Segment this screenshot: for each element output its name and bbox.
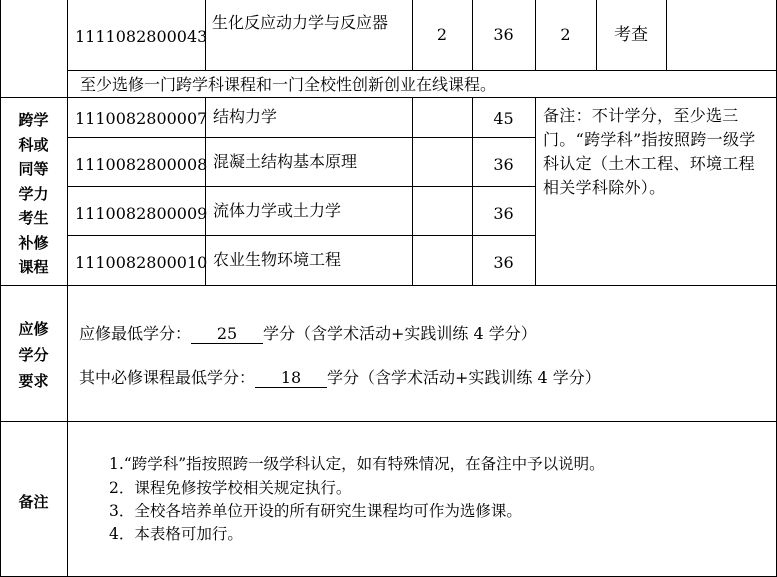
top-course-assessment: 考查	[614, 25, 648, 45]
min-credits-value: 25	[191, 325, 263, 344]
row-divider-3	[0, 285, 777, 286]
elective-note: 至少选修一门跨学科课程和一门全校性创新创业在线课程。	[80, 75, 497, 94]
notes-section-header: 备注	[18, 493, 49, 511]
makeup-course-name: 农业生物环境工程	[213, 250, 342, 269]
note-item: 3．全校各培养单位开设的所有研究生课程均可作为选修课。	[109, 502, 522, 520]
required-credits-suffix: 学分（含学术活动+实践训练 4 学分）	[327, 368, 601, 387]
makeup-course-code: 1110082800010	[75, 253, 208, 272]
makeup-course-hours: 45	[493, 109, 514, 128]
makeup-col-divider-4	[535, 97, 536, 285]
col-divider-7	[666, 0, 667, 70]
required-credits-line	[79, 367, 601, 389]
makeup-course-code: 1110082800008	[75, 155, 208, 174]
credits-section-header: 应修 学分 要求	[18, 320, 49, 390]
makeup-course-hours: 36	[493, 155, 514, 174]
makeup-course-name: 混凝土结构基本原理	[213, 152, 358, 171]
col-divider-1	[67, 0, 68, 577]
makeup-row-divider-3	[67, 235, 535, 236]
min-credits-suffix: 学分（含学术活动+实践训练 4 学分）	[263, 324, 537, 343]
row-divider-4	[0, 421, 777, 422]
makeup-row-divider-1	[67, 137, 535, 138]
makeup-course-name: 流体力学或土力学	[213, 201, 342, 220]
note-item: 2．课程免修按学校相关规定执行。	[109, 479, 352, 497]
makeup-course-hours: 36	[493, 253, 514, 272]
makeup-section-header: 跨学 科或 同等 学力 考生 补修 课程	[18, 111, 49, 276]
makeup-course-hours: 36	[493, 204, 514, 223]
required-credits-label: 其中必修课程最低学分：	[79, 368, 256, 387]
min-credits-line	[79, 323, 537, 345]
required-credits-value: 18	[255, 369, 327, 388]
row-divider-2	[0, 97, 777, 98]
top-course-semester: 2	[560, 25, 571, 44]
makeup-col-divider-2	[412, 97, 413, 285]
note-item: 4．本表格可加行。	[109, 525, 243, 543]
row-divider-1	[67, 70, 777, 71]
min-credits-label: 应修最低学分：	[79, 324, 192, 343]
makeup-course-code: 1110082800007	[75, 109, 208, 128]
makeup-course-name: 结构力学	[213, 107, 278, 126]
note-item: 1.“跨学科”指按照跨一级学科认定，如有特殊情况，在备注中予以说明。	[109, 455, 605, 473]
makeup-course-code: 1110082800009	[75, 204, 208, 223]
makeup-remark: 备注：不计学分，至少选三门。“跨学科”指按照跨一级学科认定（土木工程、环境工程相关学科除外）。	[543, 106, 756, 197]
makeup-row-divider-2	[67, 186, 535, 187]
top-course-hours: 36	[493, 25, 514, 44]
top-course-code: 1111082800043	[75, 27, 208, 46]
top-course-name: 生化反应动力学与反应器	[212, 13, 389, 32]
top-course-credits: 2	[436, 25, 448, 44]
